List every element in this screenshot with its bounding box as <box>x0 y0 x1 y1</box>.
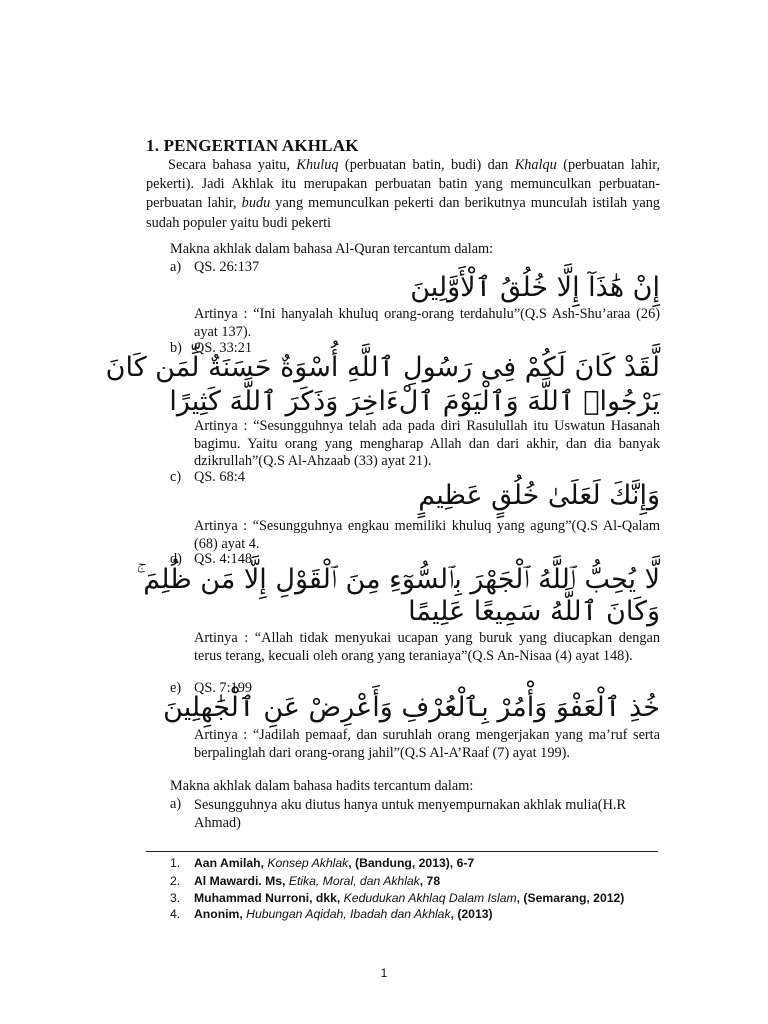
term-budu: budu <box>241 195 271 212</box>
definition-paragraph <box>146 156 660 233</box>
para-text: (perbuatan lahir, pekerti). Jadi Akhlak itu merupakan perbuatan batin yang memunculkan perbuatan-perbuatan lahir, <box>146 157 660 212</box>
verse-reference: QS. 33:21 <box>194 340 252 356</box>
verse-reference: QS. 68:4 <box>194 469 245 485</box>
list-marker: c) <box>170 469 182 485</box>
footnote-detail: , 78 <box>419 874 441 888</box>
quran-intro: Makna akhlak dalam bahasa Al-Quran tercantum dalam: <box>170 241 494 257</box>
verse-reference: QS. 7:199 <box>194 680 252 696</box>
footnote <box>170 856 474 870</box>
arabic-verse: وَإِنَّكَ لَعَلَىٰ خُلُقٍ عَظِيمٍ <box>418 480 660 511</box>
para-text: Secara bahasa yaitu, <box>168 157 297 173</box>
arabic-verse: يَرْجُوا۟ ٱللَّهَ وَٱلْيَوْمَ ٱلْءَاخِرَ وَذَكَرَ ٱللَّهَ كَثِيرًا <box>169 386 660 417</box>
arabic-verse: وَكَانَ ٱللَّهُ سَمِيعًا عَلِيمًا <box>408 596 660 627</box>
page-number: 1 <box>380 966 388 980</box>
footnote <box>170 891 624 905</box>
footnote-detail: , (Bandung, 2013), 6-7 <box>348 856 475 870</box>
para-text: (perbuatan batin, budi) dan <box>338 157 515 173</box>
footnote-number: 1. <box>170 856 181 870</box>
footnote-author: Muhammad Nurroni, dkk, <box>194 891 344 905</box>
para-text: yang memunculkan pekerti dan berikutnya munculah istilah yang sudah populer yaitu budi pekerti <box>146 195 661 231</box>
footnote <box>170 907 493 921</box>
footnote-detail: , (2013) <box>450 907 493 921</box>
verse-translation: Artinya : “Ini hanyalah khuluq orang-orang terdahulu”(Q.S Ash-Shu’araa (26) ayat 137). <box>194 306 660 340</box>
footnote-detail: , (Semarang, 2012) <box>516 891 625 905</box>
footnote-number: 2. <box>170 874 181 888</box>
arabic-verse: لَّقَدْ كَانَ لَكُمْ فِى رَسُولِ ٱللَّهِ أُسْوَةٌ حَسَنَةٌ لِّمَن كَانَ <box>105 352 660 383</box>
footnote-number: 3. <box>170 891 181 905</box>
footnote-title: Hubungan Aqidah, Ibadah dan Akhlak <box>246 907 451 921</box>
term-khalqu: Khalqu <box>514 157 557 173</box>
verse-reference: QS. 26:137 <box>194 259 260 275</box>
verse-translation: Artinya : “Jadilah pemaaf, dan suruhlah orang mengerjakan yang ma’ruf serta berpalinglah dari orang-orang jahil”(Q.S Al-A’Raaf (7) ayat 199). <box>194 727 660 761</box>
footnote-title: Kedudukan Akhlaq Dalam Islam <box>343 891 517 905</box>
hadith-text: Sesungguhnya aku diutus hanya untuk menyempurnakan akhlak mulia(H.R Ahmad) <box>194 797 626 831</box>
footnote-author: Aan Amilah, <box>194 856 268 870</box>
verse-translation: Artinya : “Sesungguhnya engkau memiliki khuluq yang agung”(Q.S Al-Qalam (68) ayat 4. <box>194 518 660 552</box>
footnote-title: Konsep Akhlak <box>267 856 349 870</box>
footnote-divider <box>146 851 658 852</box>
footnote-title: Etika, Moral, dan Akhlak <box>288 874 420 888</box>
arabic-verse: إِنْ هَٰذَآ إِلَّا خُلُقُ ٱلْأَوَّلِينَ <box>410 272 660 303</box>
footnote-author: Anonim, <box>194 907 247 921</box>
footnote-number: 4. <box>170 907 181 921</box>
list-marker: b) <box>170 340 182 356</box>
section-heading: 1. PENGERTIAN AKHLAK <box>146 136 359 155</box>
verse-translation: Artinya : “Sesungguhnya telah ada pada diri Rasulullah itu Uswatun Hasanah bagimu. Yaitu orang yang mengharap Allah dan dari akhir, dan dia banyak dzikrullah”(Q.S Al-Ahzaab (33) ayat 21). <box>194 418 660 469</box>
list-marker: d) <box>170 551 182 567</box>
list-marker: a) <box>170 796 182 812</box>
footnote <box>170 874 440 888</box>
footnote-author: Al Mawardi. Ms, <box>194 874 289 888</box>
hadith-intro: Makna akhlak dalam bahasa hadits tercantum dalam: <box>170 778 474 794</box>
term-khuluq: Khuluq <box>296 157 339 173</box>
arabic-verse: لَّا يُحِبُّ ٱللَّهُ ٱلْجَهْرَ بِٱلسُّوٓءِ مِنَ ٱلْقَوْلِ إِلَّا مَن ظُلِمَ ۚ <box>136 564 660 595</box>
verse-translation: Artinya : “Allah tidak menyukai ucapan yang buruk yang diucapkan dengan terus terang, kecuali oleh orang yang teraniaya”(Q.S An-Nisaa (4) ayat 148). <box>194 630 660 664</box>
list-marker: e) <box>170 680 182 696</box>
arabic-verse: خُذِ ٱلْعَفْوَ وَأْمُرْ بِٱلْعُرْفِ وَأَعْرِضْ عَنِ ٱلْجَٰهِلِينَ <box>163 692 660 723</box>
verse-reference: QS. 4:148 <box>194 551 252 567</box>
list-marker: a) <box>170 259 182 275</box>
